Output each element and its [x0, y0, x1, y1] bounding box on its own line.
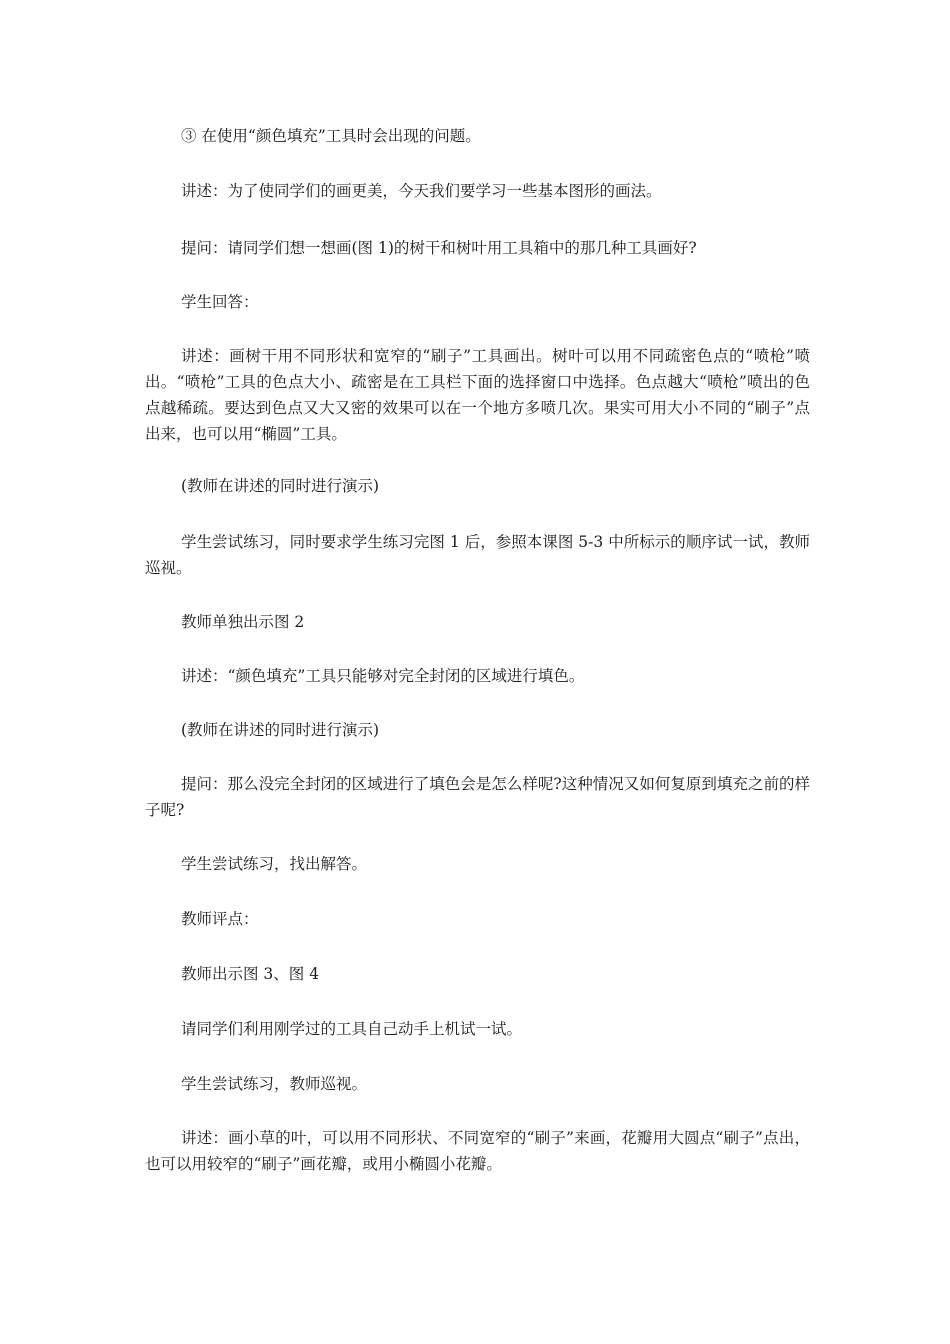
- paragraph-intro-narration: 讲述：为了使同学们的画更美，今天我们要学习一些基本图形的画法。: [181, 182, 662, 200]
- paragraph-demo-note-2: (教师在讲述的同时进行演示): [181, 721, 380, 739]
- paragraph-student-practice-1: 学生尝试练习，同时要求学生练习完图 1 后，参照本课图 5-3 中所标示的顺序试一试，教师巡视。: [145, 533, 810, 577]
- paragraph-grass-narration: 讲述：画小草的叶，可以用不同形状、不同宽窄的“刷子”来画，花瓣用大圆点“刷子”点出，也可以用较窄的“刷子”画花瓣，或用小椭圆小花瓣。: [145, 1129, 810, 1173]
- paragraph-fill-tool-issue: ③ 在使用“颜色填充”工具时会出现的问题。: [181, 127, 481, 145]
- paragraph-fill-narration: 讲述：“颜色填充”工具只能够对完全封闭的区域进行填色。: [181, 667, 585, 685]
- paragraph-demo-note-1: (教师在讲述的同时进行演示): [181, 477, 380, 495]
- paragraph-question-tools: 提问：请同学们想一想画(图 1)的树干和树叶用工具箱中的那几种工具画好?: [181, 239, 697, 257]
- paragraph-student-practice-2: 学生尝试练习，找出解答。: [181, 855, 368, 873]
- paragraph-show-figures-3-4: 教师出示图 3、图 4: [181, 965, 320, 983]
- paragraph-question-unclosed: 提问：那么没完全封闭的区域进行了填色会是怎么样呢?这种情况又如何复原到填充之前的样子呢?: [145, 775, 810, 819]
- paragraph-student-answer: 学生回答：: [181, 293, 259, 311]
- paragraph-try-on-computer: 请同学们利用刚学过的工具自己动手上机试一试。: [181, 1020, 523, 1038]
- paragraph-student-practice-3: 学生尝试练习，教师巡视。: [181, 1075, 368, 1093]
- paragraph-show-figure-2: 教师单独出示图 2: [181, 613, 305, 631]
- paragraph-teacher-comment: 教师评点：: [181, 910, 259, 928]
- paragraph-tree-narration: 讲述：画树干用不同形状和宽窄的“刷子”工具画出。树叶可以用不同疏密色点的“喷枪”喷出。“喷枪”工具的色点大小、疏密是在工具栏下面的选择窗口中选择。色点越大“喷枪”喷出的色点越稀疏。要达到色点又大又密的效果可以在一个地方多喷几次。果实可用大小不同的“刷子”点出来，也可以用“椭圆”工具。: [145, 347, 810, 443]
